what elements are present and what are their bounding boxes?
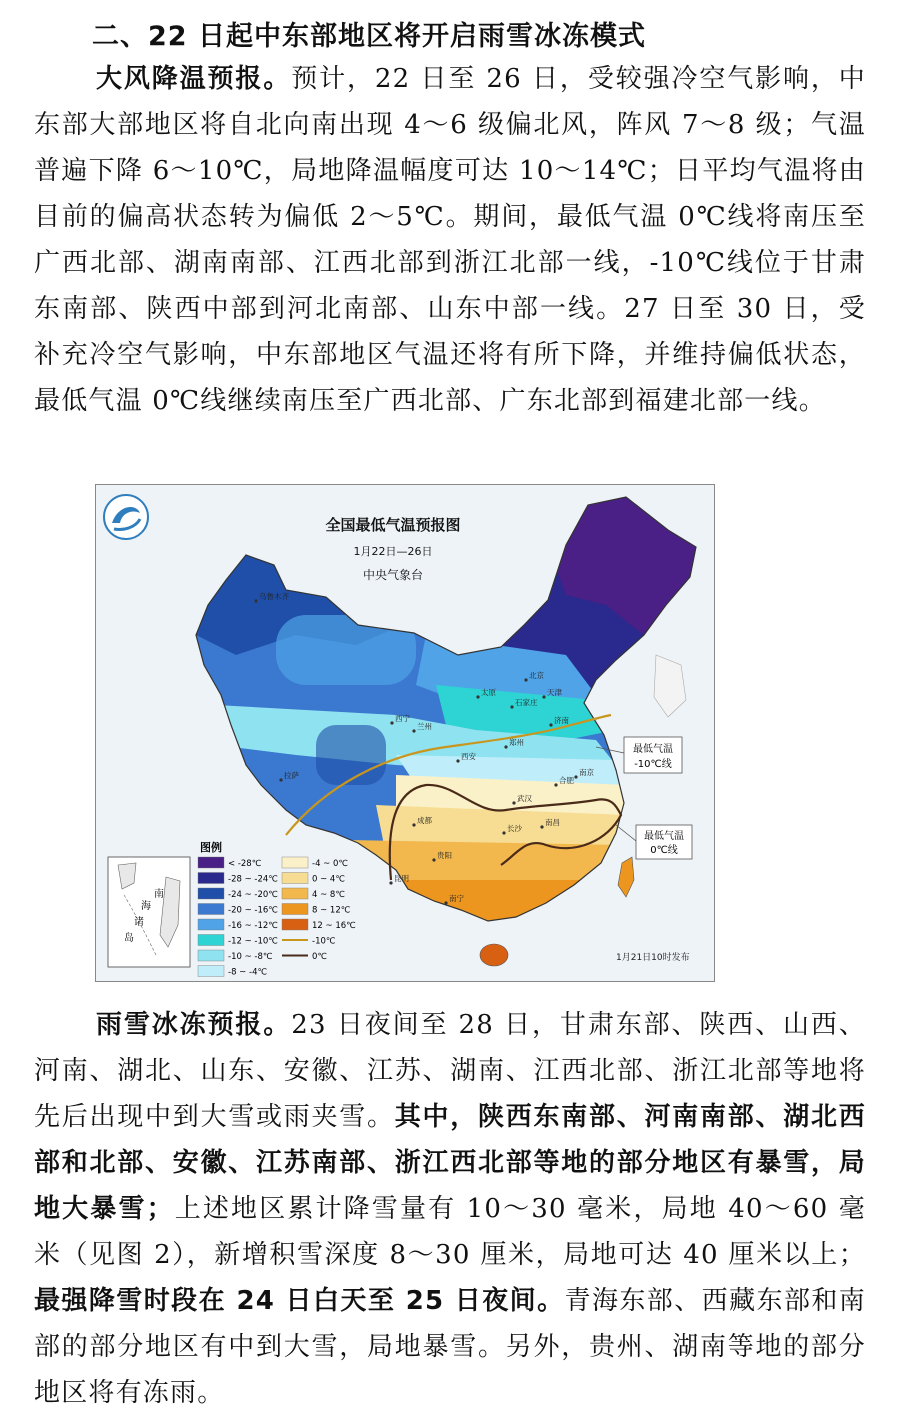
cma-logo (104, 495, 148, 539)
city-label: 太原 (481, 688, 496, 697)
city-label: 北京 (529, 671, 544, 680)
city-dot (254, 599, 257, 602)
city-label: 南宁 (449, 894, 464, 903)
legend-swatch (198, 904, 224, 915)
svg-text:诸: 诸 (134, 917, 144, 928)
svg-text:南: 南 (154, 889, 164, 900)
legend-label: -28 ~ -24℃ (228, 874, 278, 885)
south-china-sea-inset (108, 857, 190, 967)
city-label: 西宁 (395, 714, 410, 723)
legend-swatch (198, 857, 224, 868)
city-dot (389, 881, 392, 884)
paragraph-bold-1: 其中，陕西东南部、河南南部、湖北西部和北部、安徽、江苏南部、浙江西北部等地的部分地区有暴雪，局地大暴雪； (34, 1102, 867, 1224)
forecast-paragraph-snow (34, 1002, 866, 1416)
publish-note: 1月21日10时发布 (616, 953, 690, 963)
svg-text:岛: 岛 (124, 933, 134, 944)
paragraph-text-3: 青海东部、西藏东部和南部的部分地区有中到大雪，局地暴雪。另外，贵州、湖南等地的部分地区将有冻雨。 (34, 1286, 867, 1408)
city-dot (504, 745, 507, 748)
legend-swatch (198, 888, 224, 899)
svg-text:海: 海 (141, 901, 151, 912)
city-label: 天津 (547, 688, 562, 697)
city-label: 昆明 (394, 874, 409, 883)
city-dot (476, 695, 479, 698)
city-dot (540, 825, 543, 828)
legend-label: -10℃ (312, 936, 336, 947)
city-label: 兰州 (417, 722, 432, 731)
legend-label: -24 ~ -20℃ (228, 890, 278, 900)
city-dot (524, 678, 527, 681)
legend-swatch (198, 935, 224, 946)
city-dot (444, 901, 447, 904)
paragraph-bold-2: 最强降雪时段在 24 日白天至 25 日夜间。 (34, 1286, 565, 1316)
svg-text:0℃线: 0℃线 (650, 845, 678, 856)
city-dot (456, 759, 459, 762)
legend-label: -16 ~ -12℃ (228, 921, 278, 931)
city-label: 济南 (554, 716, 569, 725)
svg-text:-10℃线: -10℃线 (634, 759, 672, 770)
legend-swatch (198, 950, 224, 961)
legend-swatch (282, 904, 308, 915)
legend-label: -4 ~ 0℃ (312, 859, 348, 869)
city-dot (412, 823, 415, 826)
map-date-range: 1月22日—26日 (353, 545, 433, 558)
city-dot (554, 783, 557, 786)
svg-text:图例: 图例 (200, 841, 222, 854)
city-dot (502, 831, 505, 834)
legend-swatch (198, 873, 224, 884)
legend-label: 0 ~ 4℃ (312, 874, 345, 885)
legend-label: -20 ~ -16℃ (228, 905, 278, 916)
city-label: 石家庄 (515, 698, 538, 707)
city-label: 武汉 (517, 794, 532, 803)
svg-text:最低气温: 最低气温 (644, 831, 684, 842)
city-label: 乌鲁木齐 (259, 592, 289, 601)
city-dot (574, 775, 577, 778)
legend-swatch (198, 919, 224, 930)
city-label: 贵阳 (437, 851, 452, 860)
legend-swatch (282, 919, 308, 930)
city-dot (512, 801, 515, 804)
paragraph-body: 预计，22 日至 26 日，受较强冷空气影响，中东部大部地区将自北向南出现 4～6 级偏北风，阵风 7～8 级；气温普遍下降 6～10℃，局地降温幅度可达 10～14℃；日平均气温将由目前的偏高状态转为偏低 2～5℃。期间，最低气温 0℃线将南压至广西北部、湖南南部、江西北部到浙江北部一线，-10℃线位于甘肃东南部、陕西中部到河北南部、山东中部一线。27 日至 30 日，受补充冷空气影响，中东部地区气温还将有所下降，并维持偏低状态，最低气温 0℃线继续南压至广西北部、广东北部到福建北部一线。 (34, 64, 866, 416)
legend-swatch (198, 966, 224, 977)
legend-swatch (282, 888, 308, 899)
legend-label: 12 ~ 16℃ (312, 921, 356, 931)
svg-text:最低气温: 最低气温 (633, 744, 673, 755)
city-label: 长沙 (507, 824, 522, 833)
city-label: 合肥 (559, 776, 574, 785)
legend-label: -10 ~ -8℃ (228, 952, 273, 962)
section-heading: 二、22 日起中东部地区将开启雨雪冰冻模式 (92, 21, 646, 52)
legend-label: 4 ~ 8℃ (312, 890, 345, 900)
legend-label: < -28℃ (228, 859, 262, 869)
legend-label: 0℃ (312, 952, 327, 962)
legend-label: 8 ~ 12℃ (312, 905, 351, 916)
legend-swatch (282, 873, 308, 884)
city-dot (510, 705, 513, 708)
city-dot (549, 723, 552, 726)
legend-swatch (282, 857, 308, 868)
paragraph-lead: 大风降温预报。 (96, 64, 292, 94)
city-label: 拉萨 (284, 771, 299, 780)
city-dot (542, 695, 545, 698)
city-dot (390, 721, 393, 724)
map-title: 全国最低气温预报图 (325, 516, 461, 534)
city-dot (279, 778, 282, 781)
legend-label: -8 ~ -4℃ (228, 967, 268, 978)
city-label: 西安 (461, 752, 476, 761)
city-label: 成都 (417, 816, 432, 825)
paragraph-text-1: 23 日夜间至 28 日，甘肃东部、陕西、山西、河南、湖北、山东、安徽、江苏、湖南、江西北部、浙江北部等地将先后出现中到大雪或雨夹雪。 (34, 1010, 866, 1132)
city-dot (412, 729, 415, 732)
city-label: 南京 (579, 768, 594, 777)
city-label: 郑州 (509, 738, 524, 747)
paragraph-text-2: 上述地区累计降雪量有 10～30 毫米，局地 40～60 毫米（见图 2），新增积雪深度 8～30 厘米，局地可达 40 厘米以上； (34, 1194, 866, 1270)
map-agency: 中央气象台 (362, 568, 424, 582)
temperature-map (95, 484, 715, 982)
city-dot (432, 858, 435, 861)
legend-label: -12 ~ -10℃ (228, 936, 278, 947)
forecast-paragraph-wind (34, 56, 866, 424)
paragraph-lead: 雨雪冰冻预报。 (96, 1010, 292, 1040)
city-label: 南昌 (545, 818, 560, 827)
